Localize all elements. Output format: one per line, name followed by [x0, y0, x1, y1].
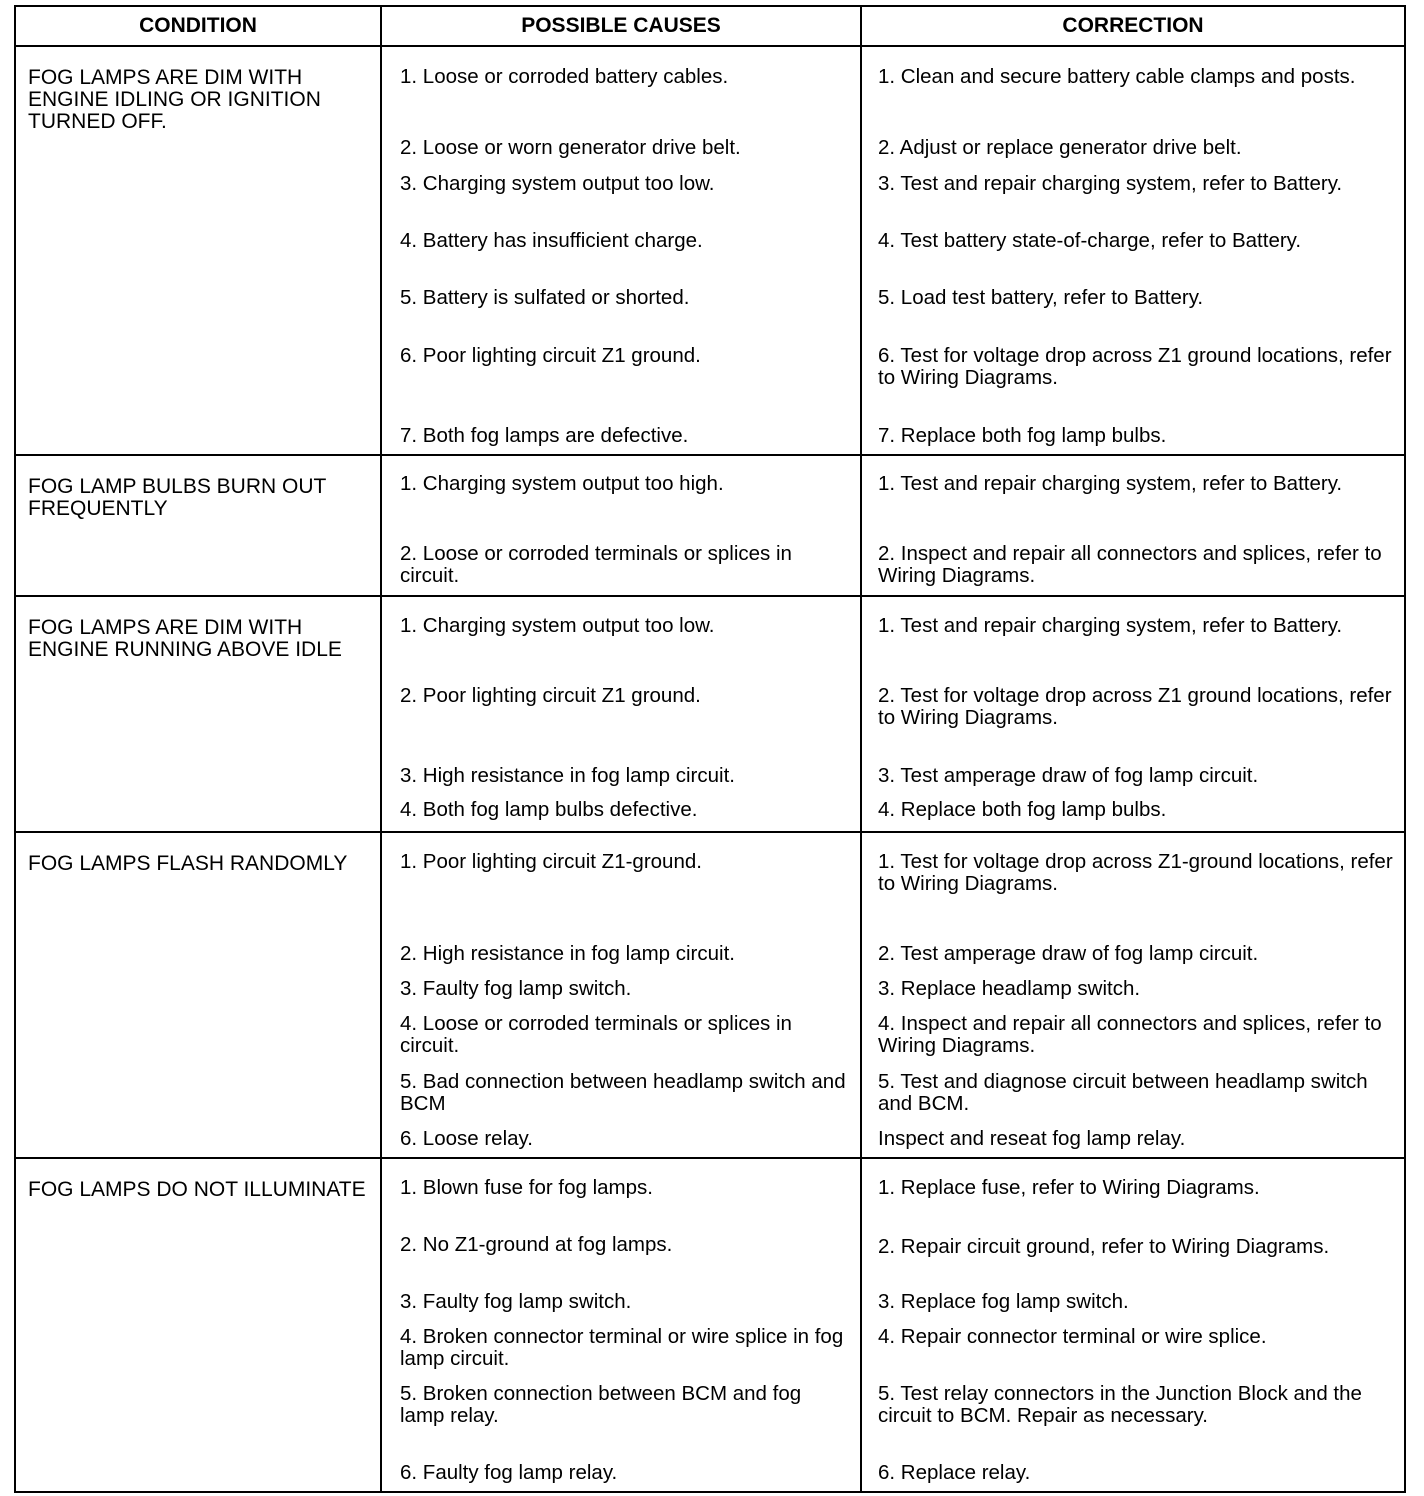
correction-item: 3. Test and repair charging system, refer to Battery.: [878, 172, 1343, 195]
cause-item: 3. Charging system output too low.: [400, 172, 715, 195]
condition-cell: FOG LAMPS ARE DIM WITH ENGINE RUNNING ABOVE IDLE: [15, 596, 381, 832]
cause-item: 6. Loose relay.: [400, 1127, 533, 1150]
cause-item: 3. Faulty fog lamp switch.: [400, 977, 632, 1000]
table-row: [15, 46, 1405, 455]
cause-item: 1. Poor lighting circuit Z1-ground.: [400, 850, 702, 873]
header-row: [15, 6, 1405, 46]
cause-item: 2. High resistance in fog lamp circuit.: [400, 942, 735, 965]
cause-item: 4. Battery has insufficient charge.: [400, 229, 703, 252]
cause-item: 2. Loose or worn generator drive belt.: [400, 136, 741, 159]
correction-item: 1. Test and repair charging system, refer to Battery.: [878, 614, 1343, 637]
causes-cell: [381, 46, 861, 455]
correction-item: 2. Repair circuit ground, refer to Wiring Diagrams.: [878, 1235, 1330, 1258]
cause-item: 2. No Z1-ground at fog lamps.: [400, 1233, 673, 1256]
cause-item: 4. Broken connector terminal or wire splice in fog lamp circuit.: [400, 1325, 844, 1370]
table-row: [15, 1158, 1405, 1492]
correction-item: Inspect and reseat fog lamp relay.: [878, 1127, 1186, 1150]
condition-cell: FOG LAMPS FLASH RANDOMLY: [15, 832, 381, 1158]
correction-item: 5. Load test battery, refer to Battery.: [878, 286, 1204, 309]
causes-cell: [381, 1158, 861, 1492]
header-condition: CONDITION: [15, 6, 381, 46]
condition-cell: FOG LAMPS DO NOT ILLUMINATE: [15, 1158, 381, 1492]
causes-cell: [381, 596, 861, 832]
table-row: [15, 455, 1405, 596]
cause-item: 3. Faulty fog lamp switch.: [400, 1290, 632, 1313]
cause-item: 6. Faulty fog lamp relay.: [400, 1461, 618, 1484]
cause-item: 6. Poor lighting circuit Z1 ground.: [400, 344, 701, 367]
correction-item: 3. Replace fog lamp switch.: [878, 1290, 1129, 1313]
correction-cell: [861, 596, 1405, 832]
cause-item: 2. Loose or corroded terminals or splices in circuit.: [400, 542, 792, 587]
causes-cell: [381, 832, 861, 1158]
condition-cell: FOG LAMP BULBS BURN OUT FREQUENTLY: [15, 455, 381, 596]
cause-item: 1. Charging system output too high.: [400, 472, 724, 495]
correction-item: 4. Repair connector terminal or wire splice.: [878, 1325, 1267, 1348]
correction-item: 1. Clean and secure battery cable clamps and posts.: [878, 65, 1356, 88]
correction-cell: [861, 46, 1405, 455]
correction-item: 6. Test for voltage drop across Z1 ground locations, refer to Wiring Diagrams.: [878, 344, 1392, 389]
cause-item: 5. Broken connection between BCM and fog lamp relay.: [400, 1382, 802, 1427]
correction-item: 2. Test amperage draw of fog lamp circuit.: [878, 942, 1259, 965]
cause-item: 7. Both fog lamps are defective.: [400, 424, 689, 447]
correction-item: 1. Test for voltage drop across Z1-ground locations, refer to Wiring Diagrams.: [878, 850, 1393, 895]
correction-item: 4. Inspect and repair all connectors and splices, refer to Wiring Diagrams.: [878, 1012, 1382, 1057]
causes-cell: [381, 455, 861, 596]
header-correction: CORRECTION: [861, 6, 1405, 46]
cause-item: 2. Poor lighting circuit Z1 ground.: [400, 684, 701, 707]
cause-item: 4. Loose or corroded terminals or splices in circuit.: [400, 1012, 792, 1057]
correction-item: 5. Test relay connectors in the Junction Block and the circuit to BCM. Repair as necessary.: [878, 1382, 1362, 1427]
correction-item: 1. Test and repair charging system, refer to Battery.: [878, 472, 1343, 495]
correction-item: 6. Replace relay.: [878, 1461, 1031, 1484]
correction-item: 3. Replace headlamp switch.: [878, 977, 1141, 1000]
correction-item: 4. Test battery state-of-charge, refer to Battery.: [878, 229, 1302, 252]
correction-item: 2. Test for voltage drop across Z1 ground locations, refer to Wiring Diagrams.: [878, 684, 1392, 729]
correction-item: 1. Replace fuse, refer to Wiring Diagrams.: [878, 1176, 1260, 1199]
cause-item: 4. Both fog lamp bulbs defective.: [400, 798, 698, 821]
correction-item: 2. Adjust or replace generator drive belt.: [878, 136, 1242, 159]
condition-cell: FOG LAMPS ARE DIM WITH ENGINE IDLING OR IGNITION TURNED OFF.: [15, 46, 381, 455]
cause-item: 3. High resistance in fog lamp circuit.: [400, 764, 735, 787]
cause-item: 5. Bad connection between headlamp switch and BCM: [400, 1070, 846, 1115]
correction-item: 3. Test amperage draw of fog lamp circuit.: [878, 764, 1259, 787]
correction-item: 4. Replace both fog lamp bulbs.: [878, 798, 1167, 821]
diagnosis-table: [14, 5, 1406, 1493]
correction-item: 2. Inspect and repair all connectors and splices, refer to Wiring Diagrams.: [878, 542, 1382, 587]
table-row: [15, 832, 1405, 1158]
cause-item: 5. Battery is sulfated or shorted.: [400, 286, 690, 309]
cause-item: 1. Charging system output too low.: [400, 614, 715, 637]
correction-cell: [861, 455, 1405, 596]
cause-item: 1. Blown fuse for fog lamps.: [400, 1176, 653, 1199]
header-possible-causes: POSSIBLE CAUSES: [381, 6, 861, 46]
correction-item: 7. Replace both fog lamp bulbs.: [878, 424, 1167, 447]
correction-cell: [861, 832, 1405, 1158]
table-row: [15, 596, 1405, 832]
correction-cell: [861, 1158, 1405, 1492]
correction-item: 5. Test and diagnose circuit between headlamp switch and BCM.: [878, 1070, 1368, 1115]
cause-item: 1. Loose or corroded battery cables.: [400, 65, 729, 88]
